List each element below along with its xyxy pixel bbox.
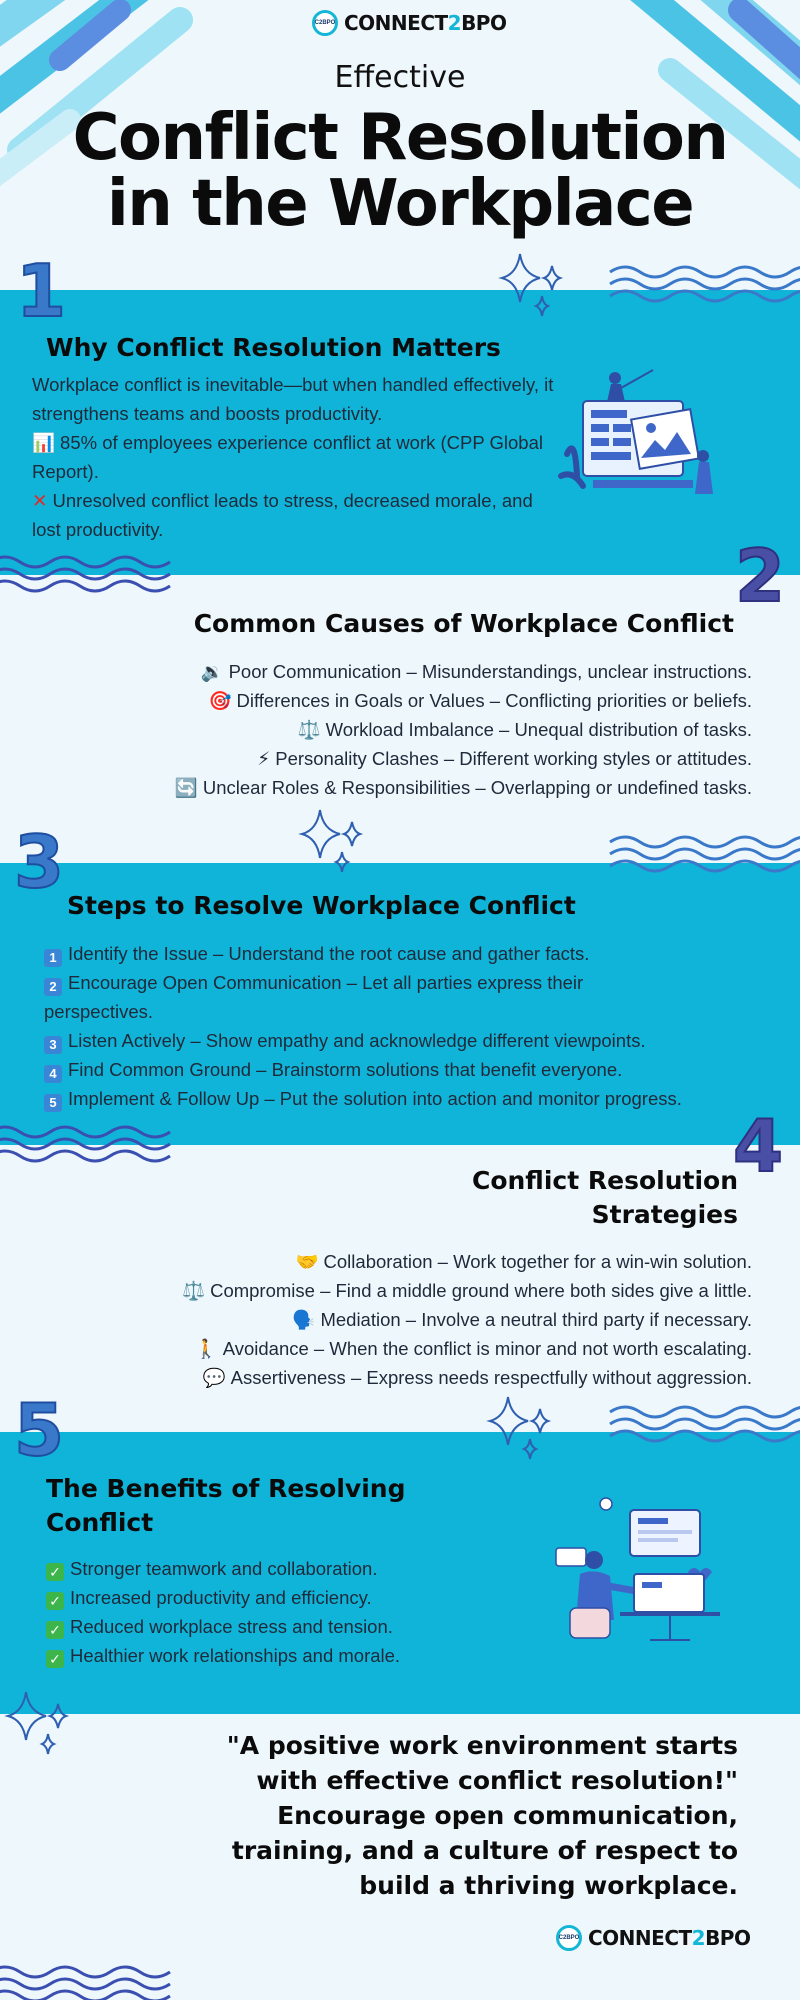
refresh-icon: 🔄: [174, 777, 198, 798]
strategy-item-3: 🗣️ Mediation – Involve a neutral third party if necessary.: [32, 1305, 752, 1334]
step-item-4: 4 Find Common Ground – Brainstorm solutions that benefit everyone.: [44, 1055, 774, 1084]
strategy-item-5: 💬 Assertiveness – Express needs respectfully without aggression.: [32, 1363, 752, 1392]
sparkle-icon: [500, 252, 570, 322]
section-4-number: 4: [733, 1104, 784, 1188]
page-title: [0, 101, 800, 241]
strategy-item-2: ⚖️ Compromise – Find a middle ground where both sides give a little.: [32, 1276, 752, 1305]
number-5-icon: 5: [44, 1094, 62, 1112]
section-4-heading: Conflict Resolution Strategies: [471, 1166, 738, 1229]
cause-item-2: 🎯 Differences in Goals or Values – Conflicting priorities or beliefs.: [52, 686, 752, 715]
handshake-icon: 🤝: [295, 1251, 319, 1272]
lightning-icon: ⚡: [257, 748, 271, 769]
sparkle-icon: [488, 1395, 558, 1465]
section-5-list: [46, 1554, 506, 1670]
header-logo[interactable]: [312, 10, 506, 36]
number-2-icon: 2: [44, 978, 62, 996]
wave-decoration: [610, 828, 800, 878]
speaker-icon: 🔉: [200, 661, 224, 682]
strategy-item-4: 🚶 Avoidance – When the conflict is minor and not worth escalating.: [32, 1334, 752, 1363]
section-2-number: 2: [735, 534, 786, 618]
wave-decoration: [0, 1958, 160, 2000]
speaking-head-icon: 🗣️: [292, 1309, 316, 1330]
wave-decoration: [0, 548, 190, 600]
cause-item-5: 🔄 Unclear Roles & Responsibilities – Overlapping or undefined tasks.: [52, 773, 752, 802]
step-item-1: 1 Identify the Issue – Understand the root cause and gather facts.: [44, 939, 774, 968]
step-item-5: 5 Implement & Follow Up – Put the solution into action and monitor progress.: [44, 1084, 774, 1113]
sparkle-icon: [6, 1690, 76, 1760]
wave-decoration: [610, 1398, 800, 1448]
wave-decoration: [0, 1118, 190, 1170]
step-item-3: 3 Listen Actively – Show empathy and acknowledge different viewpoints.: [44, 1026, 774, 1055]
section-1-body: [32, 370, 562, 544]
title-line-2: in the Workplace: [106, 167, 694, 241]
section-3-number: 3: [14, 820, 65, 904]
presentation-illustration: [553, 366, 733, 516]
section-2-heading: Common Causes of Workplace Conflict: [193, 609, 734, 638]
number-3-icon: 3: [44, 1036, 62, 1054]
remote-worker-illustration: [550, 1490, 730, 1650]
closing-quote: "A positive work environment starts with effective conflict resolution!" Encourage open communication, training, and a culture of respect to build a thriving workplace.: [226, 1731, 738, 1900]
section-3-list: [44, 939, 774, 1113]
check-mark-icon: ✓: [46, 1621, 64, 1639]
section-1-paragraph-1: Workplace conflict is inevitable—but when handled effectively, it strengthens teams and boosts productivity.: [32, 374, 554, 424]
benefit-item-3: ✓ Reduced workplace stress and tension.: [46, 1612, 506, 1641]
cause-item-4: ⚡ Personality Clashes – Different working styles or attitudes.: [52, 744, 752, 773]
step-item-2: 2 Encourage Open Communication – Let all parties express their perspectives.: [44, 972, 584, 1022]
logo-wordmark: CONNECT2BPO: [588, 1926, 751, 1950]
number-1-icon: 1: [44, 949, 62, 967]
section-1-number: 1: [16, 249, 67, 333]
section-1-paragraph-3: ✕ Unresolved conflict leads to stress, decreased morale, and lost productivity.: [32, 486, 562, 544]
check-mark-icon: ✓: [46, 1592, 64, 1610]
bar-chart-icon: 📊: [32, 432, 56, 453]
walking-person-icon: 🚶: [194, 1338, 218, 1359]
cause-item-1: 🔉 Poor Communication – Misunderstandings, unclear instructions.: [52, 657, 752, 686]
strategy-item-1: 🤝 Collaboration – Work together for a win-win solution.: [32, 1247, 752, 1276]
target-icon: 🎯: [208, 690, 232, 711]
logo-mark-icon: C2BPO: [312, 10, 338, 36]
section-3-heading: Steps to Resolve Workplace Conflict: [67, 891, 576, 920]
footer-logo[interactable]: [556, 1925, 750, 1951]
benefit-item-4: ✓ Healthier work relationships and morale.: [46, 1641, 506, 1670]
wave-decoration: [610, 258, 800, 308]
sparkle-icon: [300, 808, 370, 878]
section-4-list: [32, 1247, 752, 1392]
title-effective: Effective: [334, 60, 466, 95]
speech-bubble-icon: 💬: [202, 1367, 226, 1388]
cause-item-3: ⚖️ Workload Imbalance – Unequal distribution of tasks.: [52, 715, 752, 744]
title-line-1: Conflict Resolution: [72, 101, 728, 175]
section-5-heading: The Benefits of Resolving Conflict: [46, 1474, 406, 1537]
benefit-item-2: ✓ Increased productivity and efficiency.: [46, 1583, 506, 1612]
check-mark-icon: ✓: [46, 1563, 64, 1581]
benefit-item-1: ✓ Stronger teamwork and collaboration.: [46, 1554, 506, 1583]
section-5-number: 5: [14, 1388, 65, 1472]
section-2-list: [52, 657, 752, 802]
logo-mark-icon: C2BPO: [556, 1925, 582, 1951]
scales-icon: ⚖️: [297, 719, 321, 740]
check-mark-icon: ✓: [46, 1650, 64, 1668]
section-1-heading: Why Conflict Resolution Matters: [46, 333, 501, 362]
cross-mark-icon: ✕: [32, 490, 48, 511]
section-1-paragraph-2: 📊 85% of employees experience conflict at work (CPP Global Report).: [32, 428, 562, 486]
number-4-icon: 4: [44, 1065, 62, 1083]
scales-icon: ⚖️: [182, 1280, 206, 1301]
logo-wordmark: CONNECT2BPO: [344, 11, 507, 35]
